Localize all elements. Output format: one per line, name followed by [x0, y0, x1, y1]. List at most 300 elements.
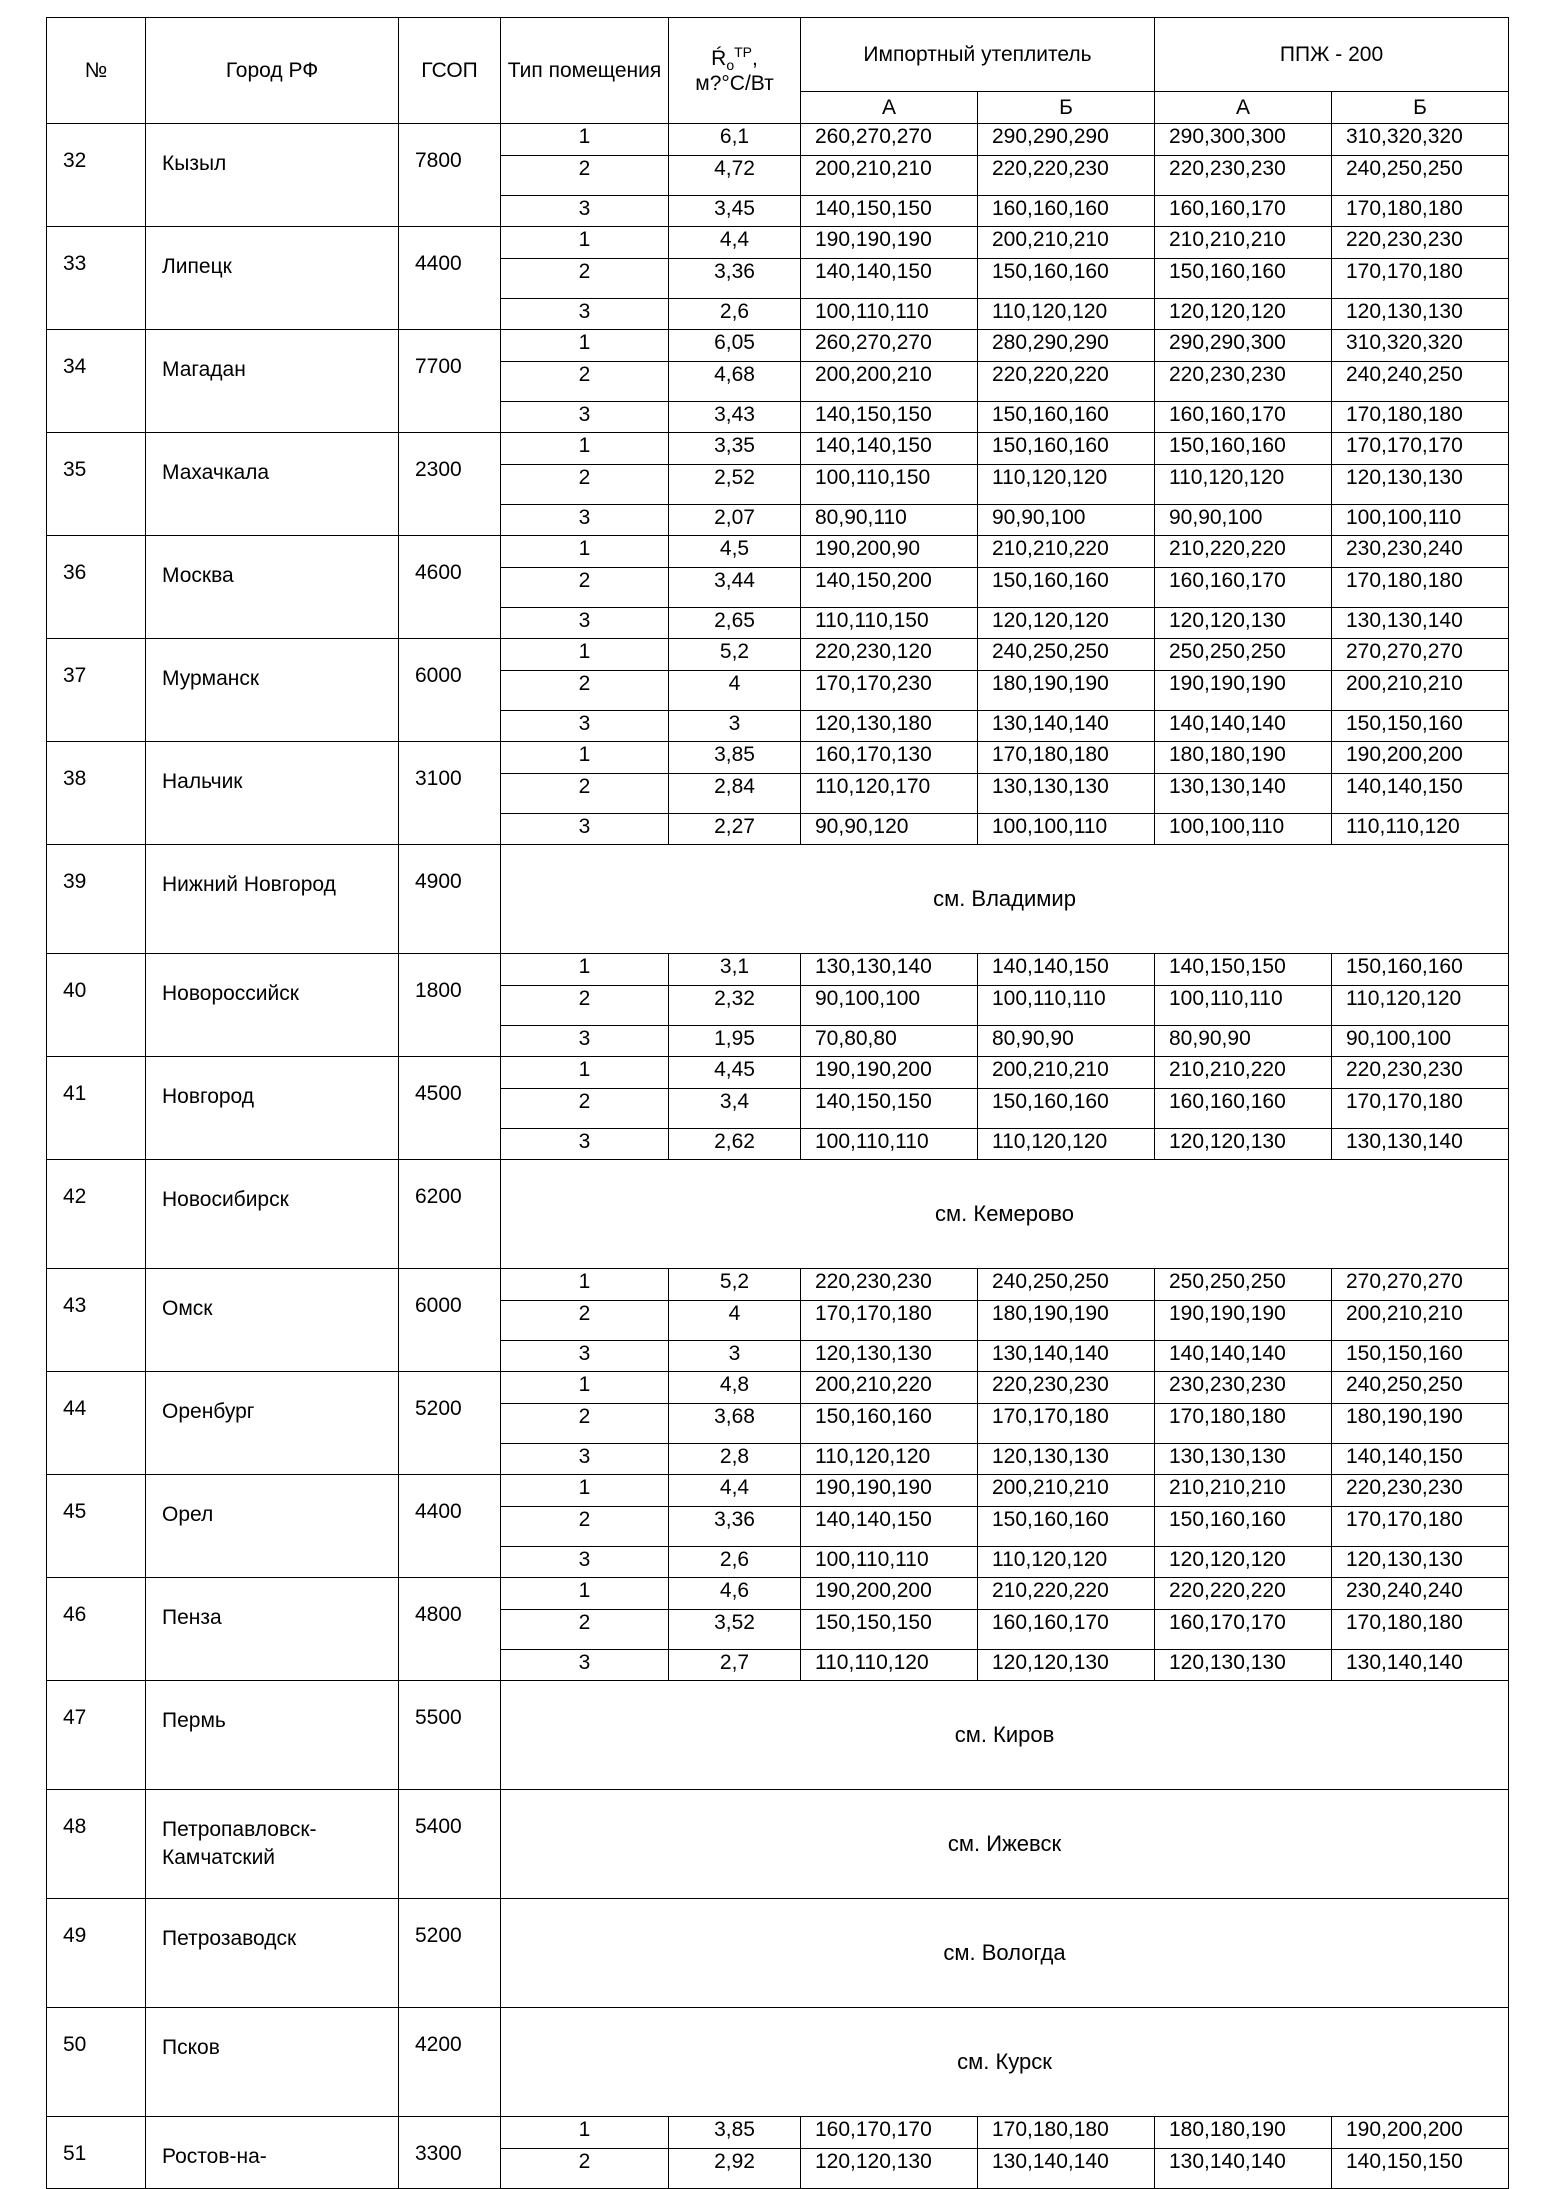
imported-b-cell: 210,220,220 — [978, 1578, 1155, 1610]
room-type-cell: 3 — [501, 402, 669, 433]
row-number: 36 — [47, 536, 146, 639]
row-number: 47 — [47, 1681, 146, 1790]
col-header-ppzh: ППЖ - 200 — [1155, 18, 1509, 92]
ppzh-a-cell: 190,190,190 — [1155, 671, 1332, 711]
row-number: 38 — [47, 742, 146, 845]
imported-b-cell: 150,160,160 — [978, 1507, 1155, 1547]
gsop-value: 5500 — [399, 1681, 501, 1790]
col-header-resistance — [669, 18, 801, 124]
row-number: 45 — [47, 1475, 146, 1578]
city-name: Пенза — [146, 1578, 399, 1681]
city-name: Нижний Новгород — [146, 845, 399, 954]
gsop-value: 4200 — [399, 2008, 501, 2117]
imported-a-cell: 100,110,110 — [801, 1129, 978, 1160]
imported-b-cell: 200,210,210 — [978, 227, 1155, 259]
room-type-cell: 1 — [501, 433, 669, 465]
ppzh-a-cell: 90,90,100 — [1155, 505, 1332, 536]
ppzh-b-cell: 240,240,250 — [1332, 362, 1509, 402]
row-number: 46 — [47, 1578, 146, 1681]
resistance-cell: 2,07 — [669, 505, 801, 536]
ppzh-a-cell: 220,230,230 — [1155, 156, 1332, 196]
ppzh-b-cell: 310,320,320 — [1332, 124, 1509, 156]
table-row — [47, 1269, 1509, 1301]
gsop-value: 6000 — [399, 639, 501, 742]
ppzh-a-cell: 210,210,210 — [1155, 1475, 1332, 1507]
ppzh-b-cell: 230,230,240 — [1332, 536, 1509, 568]
imported-a-cell: 140,150,150 — [801, 196, 978, 227]
row-number: 32 — [47, 124, 146, 227]
col-header-city: Город РФ — [146, 18, 399, 124]
ppzh-b-cell: 310,320,320 — [1332, 330, 1509, 362]
city-name: Оренбург — [146, 1372, 399, 1475]
imported-a-cell: 130,130,140 — [801, 954, 978, 986]
resistance-cell: 4,4 — [669, 1475, 801, 1507]
gsop-value: 4500 — [399, 1057, 501, 1160]
room-type-cell: 2 — [501, 2149, 669, 2189]
room-type-cell: 2 — [501, 1404, 669, 1444]
room-type-cell: 2 — [501, 1301, 669, 1341]
gsop-value: 5400 — [399, 1790, 501, 1899]
see-reference: см. Киров — [501, 1681, 1509, 1790]
ppzh-a-cell: 150,160,160 — [1155, 1507, 1332, 1547]
ppzh-a-cell: 250,250,250 — [1155, 1269, 1332, 1301]
table-row — [47, 742, 1509, 774]
resistance-cell: 3,44 — [669, 568, 801, 608]
imported-b-cell: 280,290,290 — [978, 330, 1155, 362]
imported-a-cell: 190,190,190 — [801, 227, 978, 259]
imported-b-cell: 130,140,140 — [978, 711, 1155, 742]
resistance-cell: 2,32 — [669, 986, 801, 1026]
resistance-cell: 4,68 — [669, 362, 801, 402]
imported-a-cell: 160,170,130 — [801, 742, 978, 774]
gsop-value: 4900 — [399, 845, 501, 954]
ppzh-a-cell: 210,210,210 — [1155, 227, 1332, 259]
gsop-value: 3100 — [399, 742, 501, 845]
ppzh-b-cell: 130,140,140 — [1332, 1650, 1509, 1681]
ppzh-a-cell: 180,180,190 — [1155, 2117, 1332, 2149]
ppzh-b-cell: 170,170,170 — [1332, 433, 1509, 465]
table-row — [47, 2117, 1509, 2149]
col-subheader-imported-b: Б — [978, 92, 1155, 124]
table-row — [47, 1475, 1509, 1507]
city-name: Москва — [146, 536, 399, 639]
table-row — [47, 1372, 1509, 1404]
imported-b-cell: 100,100,110 — [978, 814, 1155, 845]
ppzh-b-cell: 220,230,230 — [1332, 227, 1509, 259]
ppzh-a-cell: 180,180,190 — [1155, 742, 1332, 774]
row-number: 37 — [47, 639, 146, 742]
row-number: 43 — [47, 1269, 146, 1372]
col-header-gsop: ГСОП — [399, 18, 501, 124]
ppzh-a-cell: 220,230,230 — [1155, 362, 1332, 402]
row-number: 51 — [47, 2117, 146, 2189]
resistance-cell: 6,05 — [669, 330, 801, 362]
resistance-cell: 2,27 — [669, 814, 801, 845]
room-type-cell: 3 — [501, 608, 669, 639]
ppzh-b-cell: 120,130,130 — [1332, 299, 1509, 330]
resistance-cell: 1,95 — [669, 1026, 801, 1057]
ppzh-a-cell: 130,130,130 — [1155, 1444, 1332, 1475]
imported-a-cell: 200,200,210 — [801, 362, 978, 402]
ppzh-a-cell: 100,100,110 — [1155, 814, 1332, 845]
table-row — [47, 330, 1509, 362]
resistance-cell: 2,6 — [669, 299, 801, 330]
resistance-cell: 2,52 — [669, 465, 801, 505]
ppzh-a-cell: 160,170,170 — [1155, 1610, 1332, 1650]
gsop-value: 4800 — [399, 1578, 501, 1681]
resistance-cell: 2,92 — [669, 2149, 801, 2189]
ppzh-a-cell: 210,210,220 — [1155, 1057, 1332, 1089]
room-type-cell: 1 — [501, 2117, 669, 2149]
table-row — [47, 639, 1509, 671]
resistance-cell: 5,2 — [669, 1269, 801, 1301]
imported-b-cell: 110,120,120 — [978, 299, 1155, 330]
ppzh-b-cell: 240,250,250 — [1332, 1372, 1509, 1404]
row-number: 35 — [47, 433, 146, 536]
ppzh-b-cell: 200,210,210 — [1332, 671, 1509, 711]
imported-b-cell: 180,190,190 — [978, 1301, 1155, 1341]
resistance-cell: 3 — [669, 711, 801, 742]
imported-b-cell: 170,170,180 — [978, 1404, 1155, 1444]
ppzh-a-cell: 120,120,130 — [1155, 608, 1332, 639]
table-row — [47, 1681, 1509, 1790]
room-type-cell: 2 — [501, 671, 669, 711]
room-type-cell: 2 — [501, 1610, 669, 1650]
ppzh-b-cell: 170,180,180 — [1332, 196, 1509, 227]
imported-a-cell: 110,120,170 — [801, 774, 978, 814]
room-type-cell: 1 — [501, 1269, 669, 1301]
table-row — [47, 536, 1509, 568]
ppzh-b-cell: 190,200,200 — [1332, 2117, 1509, 2149]
room-type-cell: 3 — [501, 505, 669, 536]
city-name: Ростов-на- — [146, 2117, 399, 2189]
room-type-cell: 3 — [501, 814, 669, 845]
row-number: 50 — [47, 2008, 146, 2117]
room-type-cell: 2 — [501, 1507, 669, 1547]
see-reference: см. Владимир — [501, 845, 1509, 954]
imported-a-cell: 200,210,220 — [801, 1372, 978, 1404]
ppzh-b-cell: 230,240,240 — [1332, 1578, 1509, 1610]
imported-a-cell: 200,210,210 — [801, 156, 978, 196]
row-number: 39 — [47, 845, 146, 954]
resistance-cell: 2,7 — [669, 1650, 801, 1681]
ppzh-b-cell: 170,180,180 — [1332, 1610, 1509, 1650]
gsop-value: 6200 — [399, 1160, 501, 1269]
room-type-cell: 1 — [501, 639, 669, 671]
table-body — [47, 124, 1509, 2189]
ppzh-b-cell: 150,150,160 — [1332, 711, 1509, 742]
room-type-cell: 2 — [501, 362, 669, 402]
city-name: Новгород — [146, 1057, 399, 1160]
ppzh-b-cell: 220,230,230 — [1332, 1057, 1509, 1089]
ppzh-b-cell: 240,250,250 — [1332, 156, 1509, 196]
city-name: Новосибирск — [146, 1160, 399, 1269]
row-number: 49 — [47, 1899, 146, 2008]
room-type-cell: 2 — [501, 568, 669, 608]
resistance-cell: 2,6 — [669, 1547, 801, 1578]
gsop-value: 2300 — [399, 433, 501, 536]
ppzh-b-cell: 270,270,270 — [1332, 1269, 1509, 1301]
city-name: Махачкала — [146, 433, 399, 536]
imported-b-cell: 160,160,170 — [978, 1610, 1155, 1650]
city-name: Липецк — [146, 227, 399, 330]
imported-a-cell: 140,140,150 — [801, 259, 978, 299]
room-type-cell: 1 — [501, 1372, 669, 1404]
imported-b-cell: 180,190,190 — [978, 671, 1155, 711]
ppzh-a-cell: 140,140,140 — [1155, 1341, 1332, 1372]
room-type-cell: 1 — [501, 1475, 669, 1507]
resistance-cell: 3,36 — [669, 259, 801, 299]
room-type-cell: 2 — [501, 156, 669, 196]
col-subheader-ppzh-a: А — [1155, 92, 1332, 124]
table-row — [47, 845, 1509, 954]
table-row — [47, 1578, 1509, 1610]
resistance-unit: м?°С/Вт — [695, 72, 774, 96]
ppzh-b-cell: 120,130,130 — [1332, 1547, 1509, 1578]
imported-a-cell: 190,200,90 — [801, 536, 978, 568]
row-number: 44 — [47, 1372, 146, 1475]
room-type-cell: 1 — [501, 124, 669, 156]
ppzh-a-cell: 100,110,110 — [1155, 986, 1332, 1026]
imported-a-cell: 260,270,270 — [801, 330, 978, 362]
room-type-cell: 3 — [501, 1341, 669, 1372]
imported-a-cell: 160,170,170 — [801, 2117, 978, 2149]
gsop-value: 4600 — [399, 536, 501, 639]
imported-b-cell: 150,160,160 — [978, 1089, 1155, 1129]
table-row — [47, 1899, 1509, 2008]
imported-b-cell: 80,90,90 — [978, 1026, 1155, 1057]
room-type-cell: 1 — [501, 954, 669, 986]
imported-b-cell: 120,130,130 — [978, 1444, 1155, 1475]
ppzh-a-cell: 230,230,230 — [1155, 1372, 1332, 1404]
imported-b-cell: 110,120,120 — [978, 1547, 1155, 1578]
resistance-cell: 3,85 — [669, 742, 801, 774]
see-reference: см. Курск — [501, 2008, 1509, 2117]
imported-a-cell: 70,80,80 — [801, 1026, 978, 1057]
imported-a-cell: 110,110,150 — [801, 608, 978, 639]
resistance-symbol: $Ŕ_о^{ТР}$, м?°С/Вт — [695, 44, 774, 96]
resistance-cell: 4,8 — [669, 1372, 801, 1404]
row-number: 34 — [47, 330, 146, 433]
resistance-cell: 2,62 — [669, 1129, 801, 1160]
ppzh-b-cell: 130,130,140 — [1332, 608, 1509, 639]
city-name: Мурманск — [146, 639, 399, 742]
ppzh-b-cell: 110,120,120 — [1332, 986, 1509, 1026]
imported-a-cell: 150,160,160 — [801, 1404, 978, 1444]
ppzh-b-cell: 170,170,180 — [1332, 1089, 1509, 1129]
room-type-cell: 2 — [501, 1089, 669, 1129]
ppzh-a-cell: 220,220,220 — [1155, 1578, 1332, 1610]
imported-a-cell: 190,200,200 — [801, 1578, 978, 1610]
resistance-cell: 3,45 — [669, 196, 801, 227]
imported-a-cell: 120,120,130 — [801, 2149, 978, 2189]
gsop-value: 7700 — [399, 330, 501, 433]
see-reference: см. Кемерово — [501, 1160, 1509, 1269]
imported-b-cell: 240,250,250 — [978, 639, 1155, 671]
imported-b-cell: 90,90,100 — [978, 505, 1155, 536]
resistance-cell: 4,4 — [669, 227, 801, 259]
ppzh-b-cell: 110,110,120 — [1332, 814, 1509, 845]
ppzh-a-cell: 290,290,300 — [1155, 330, 1332, 362]
table-row — [47, 124, 1509, 156]
row-number: 41 — [47, 1057, 146, 1160]
ppzh-a-cell: 140,140,140 — [1155, 711, 1332, 742]
imported-b-cell: 150,160,160 — [978, 259, 1155, 299]
ppzh-a-cell: 160,160,170 — [1155, 402, 1332, 433]
ppzh-a-cell: 160,160,170 — [1155, 568, 1332, 608]
imported-b-cell: 160,160,160 — [978, 196, 1155, 227]
ppzh-b-cell: 220,230,230 — [1332, 1475, 1509, 1507]
row-number: 48 — [47, 1790, 146, 1899]
imported-b-cell: 130,140,140 — [978, 2149, 1155, 2189]
imported-b-cell: 130,140,140 — [978, 1341, 1155, 1372]
room-type-cell: 2 — [501, 774, 669, 814]
ppzh-a-cell: 160,160,160 — [1155, 1089, 1332, 1129]
imported-a-cell: 120,130,180 — [801, 711, 978, 742]
ppzh-a-cell: 110,120,120 — [1155, 465, 1332, 505]
imported-b-cell: 220,220,230 — [978, 156, 1155, 196]
imported-b-cell: 220,230,230 — [978, 1372, 1155, 1404]
imported-a-cell: 120,130,130 — [801, 1341, 978, 1372]
resistance-cell: 5,2 — [669, 639, 801, 671]
gsop-value: 4400 — [399, 227, 501, 330]
resistance-cell: 3,85 — [669, 2117, 801, 2149]
ppzh-a-cell: 190,190,190 — [1155, 1301, 1332, 1341]
imported-a-cell: 110,120,120 — [801, 1444, 978, 1475]
imported-a-cell: 190,190,200 — [801, 1057, 978, 1089]
imported-a-cell: 150,150,150 — [801, 1610, 978, 1650]
ppzh-b-cell: 140,140,150 — [1332, 774, 1509, 814]
imported-b-cell: 120,120,120 — [978, 608, 1155, 639]
ppzh-a-cell: 120,120,130 — [1155, 1129, 1332, 1160]
gsop-value: 3300 — [399, 2117, 501, 2189]
imported-b-cell: 110,120,120 — [978, 465, 1155, 505]
room-type-cell: 3 — [501, 1026, 669, 1057]
ppzh-b-cell: 150,150,160 — [1332, 1341, 1509, 1372]
imported-a-cell: 190,190,190 — [801, 1475, 978, 1507]
ppzh-a-cell: 120,120,120 — [1155, 299, 1332, 330]
ppzh-a-cell: 170,180,180 — [1155, 1404, 1332, 1444]
table-row — [47, 227, 1509, 259]
ppzh-a-cell: 130,140,140 — [1155, 2149, 1332, 2189]
ppzh-b-cell: 90,100,100 — [1332, 1026, 1509, 1057]
ppzh-b-cell: 150,160,160 — [1332, 954, 1509, 986]
imported-a-cell: 90,100,100 — [801, 986, 978, 1026]
city-name: Орел — [146, 1475, 399, 1578]
imported-b-cell: 150,160,160 — [978, 402, 1155, 433]
col-header-imported: Импортный утеплитель — [801, 18, 1155, 92]
ppzh-a-cell: 250,250,250 — [1155, 639, 1332, 671]
ppzh-b-cell: 200,210,210 — [1332, 1301, 1509, 1341]
ppzh-b-cell: 190,200,200 — [1332, 742, 1509, 774]
imported-a-cell: 170,170,230 — [801, 671, 978, 711]
city-name: Нальчик — [146, 742, 399, 845]
table-row — [47, 1790, 1509, 1899]
ppzh-a-cell: 120,130,130 — [1155, 1650, 1332, 1681]
room-type-cell: 2 — [501, 986, 669, 1026]
room-type-cell: 1 — [501, 1578, 669, 1610]
resistance-cell: 3,4 — [669, 1089, 801, 1129]
imported-b-cell: 220,220,220 — [978, 362, 1155, 402]
ppzh-b-cell: 140,150,150 — [1332, 2149, 1509, 2189]
room-type-cell: 1 — [501, 227, 669, 259]
room-type-cell: 3 — [501, 711, 669, 742]
room-type-cell: 3 — [501, 196, 669, 227]
imported-b-cell: 120,120,130 — [978, 1650, 1155, 1681]
city-name: Пермь — [146, 1681, 399, 1790]
resistance-cell: 4 — [669, 671, 801, 711]
gsop-value: 5200 — [399, 1899, 501, 2008]
imported-b-cell: 110,120,120 — [978, 1129, 1155, 1160]
imported-a-cell: 220,230,120 — [801, 639, 978, 671]
imported-b-cell: 170,180,180 — [978, 742, 1155, 774]
room-type-cell: 3 — [501, 1650, 669, 1681]
resistance-cell: 2,65 — [669, 608, 801, 639]
ppzh-a-cell: 160,160,170 — [1155, 196, 1332, 227]
room-type-cell: 1 — [501, 330, 669, 362]
table-row — [47, 1160, 1509, 1269]
col-subheader-imported-a: А — [801, 92, 978, 124]
imported-b-cell: 100,110,110 — [978, 986, 1155, 1026]
imported-a-cell: 170,170,180 — [801, 1301, 978, 1341]
resistance-cell: 4 — [669, 1301, 801, 1341]
resistance-cell: 4,45 — [669, 1057, 801, 1089]
city-name: Петропавловск-Камчатский — [146, 1790, 399, 1899]
imported-a-cell: 140,150,150 — [801, 402, 978, 433]
imported-b-cell: 290,290,290 — [978, 124, 1155, 156]
room-type-cell: 2 — [501, 259, 669, 299]
ppzh-b-cell: 170,180,180 — [1332, 402, 1509, 433]
ppzh-a-cell: 290,300,300 — [1155, 124, 1332, 156]
ppzh-b-cell: 180,190,190 — [1332, 1404, 1509, 1444]
room-type-cell: 3 — [501, 1129, 669, 1160]
ppzh-b-cell: 120,130,130 — [1332, 465, 1509, 505]
see-reference: см. Вологда — [501, 1899, 1509, 2008]
city-name: Кызыл — [146, 124, 399, 227]
row-number: 40 — [47, 954, 146, 1057]
city-name: Псков — [146, 2008, 399, 2117]
city-name: Новороссийск — [146, 954, 399, 1057]
imported-a-cell: 140,150,150 — [801, 1089, 978, 1129]
table-header — [47, 18, 1509, 124]
row-number: 33 — [47, 227, 146, 330]
imported-b-cell: 240,250,250 — [978, 1269, 1155, 1301]
col-subheader-ppzh-b: Б — [1332, 92, 1509, 124]
ppzh-b-cell: 170,170,180 — [1332, 1507, 1509, 1547]
gsop-value: 5200 — [399, 1372, 501, 1475]
gsop-value: 4400 — [399, 1475, 501, 1578]
imported-b-cell: 150,160,160 — [978, 433, 1155, 465]
ppzh-a-cell: 130,130,140 — [1155, 774, 1332, 814]
imported-a-cell: 80,90,110 — [801, 505, 978, 536]
resistance-cell: 6,1 — [669, 124, 801, 156]
table-row — [47, 1057, 1509, 1089]
gsop-value: 7800 — [399, 124, 501, 227]
imported-b-cell: 200,210,210 — [978, 1475, 1155, 1507]
ppzh-a-cell: 210,220,220 — [1155, 536, 1332, 568]
resistance-cell: 4,5 — [669, 536, 801, 568]
imported-b-cell: 150,160,160 — [978, 568, 1155, 608]
city-name: Омск — [146, 1269, 399, 1372]
gsop-value: 1800 — [399, 954, 501, 1057]
gsop-value: 6000 — [399, 1269, 501, 1372]
table-row — [47, 954, 1509, 986]
imported-b-cell: 170,180,180 — [978, 2117, 1155, 2149]
resistance-cell: 3 — [669, 1341, 801, 1372]
imported-a-cell: 260,270,270 — [801, 124, 978, 156]
resistance-cell: 3,43 — [669, 402, 801, 433]
ppzh-b-cell: 130,130,140 — [1332, 1129, 1509, 1160]
